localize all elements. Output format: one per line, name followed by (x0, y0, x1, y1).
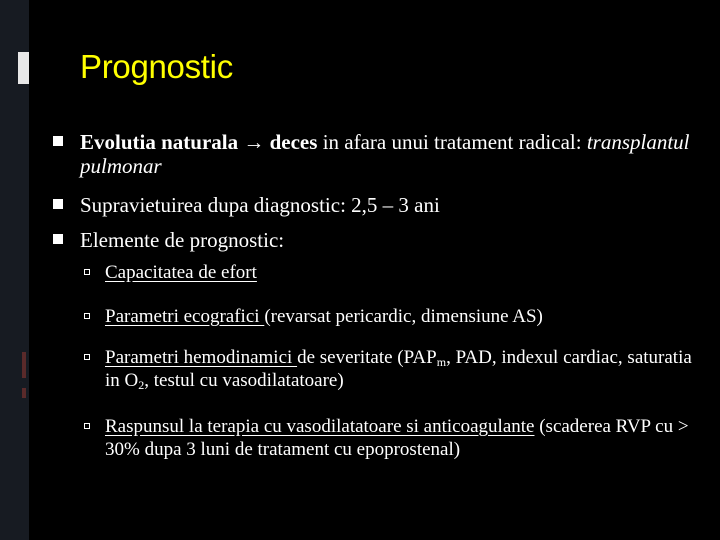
square-bullet-icon (53, 136, 63, 146)
sub-bullet-rest: (revarsat pericardic, dimensiune AS) (264, 306, 543, 327)
sub-bullet-rest: (scaderea RVP cu > 30% dupa 3 luni de tratament cu epoprostenal) (105, 416, 689, 460)
edge-accent-2 (22, 388, 26, 398)
underlined-text: Capacitatea de efort (105, 262, 257, 283)
sub-bullet-ecografici (105, 305, 705, 328)
bold-evolutia: Evolutia naturala (80, 130, 239, 154)
italic-transplant: transplantul pulmonar (80, 130, 690, 178)
text-part-2: , PAD, indexul cardiac, saturatia in O (105, 347, 692, 391)
bullet-elemente (80, 228, 710, 252)
bullet-text: Elemente de prognostic: (80, 228, 285, 252)
underlined-text: Parametri ecografici (105, 306, 265, 327)
bullet-evolutia (80, 130, 710, 178)
sub-bullet-capacitatea (105, 261, 705, 284)
sub-bullet-raspunsul (105, 415, 705, 461)
text-part-3: , testul cu vasodilatatoare) (144, 370, 344, 391)
bold-deces: deces (269, 130, 318, 154)
sub-bullet-hemodinamici (105, 346, 705, 392)
underlined-text: Raspunsul la terapia cu vasodilatatoare si anticoagulante (105, 416, 535, 437)
hollow-square-bullet-icon (84, 313, 90, 319)
subscript-m: m (436, 355, 447, 369)
hollow-square-bullet-icon (84, 269, 90, 275)
square-bullet-icon (53, 234, 63, 244)
slide-title: Prognostic (80, 48, 233, 85)
hollow-square-bullet-icon (84, 423, 90, 429)
edge-accent-1 (22, 352, 26, 378)
bullet-rest: in afara unui tratament radical: (317, 130, 587, 154)
text-part-1: de severitate (PAP (297, 347, 437, 368)
bullet-supravietuirea (80, 193, 710, 217)
arrow-text: → (238, 130, 270, 154)
bullet-text: Supravietuirea dupa diagnostic: 2,5 – 3 ani (80, 193, 440, 217)
square-bullet-icon (53, 199, 63, 209)
subscript-2: 2 (138, 378, 145, 392)
slide-edge-marker (18, 52, 29, 84)
underlined-text: Parametri hemodinamici (105, 347, 298, 368)
hollow-square-bullet-icon (84, 354, 90, 360)
